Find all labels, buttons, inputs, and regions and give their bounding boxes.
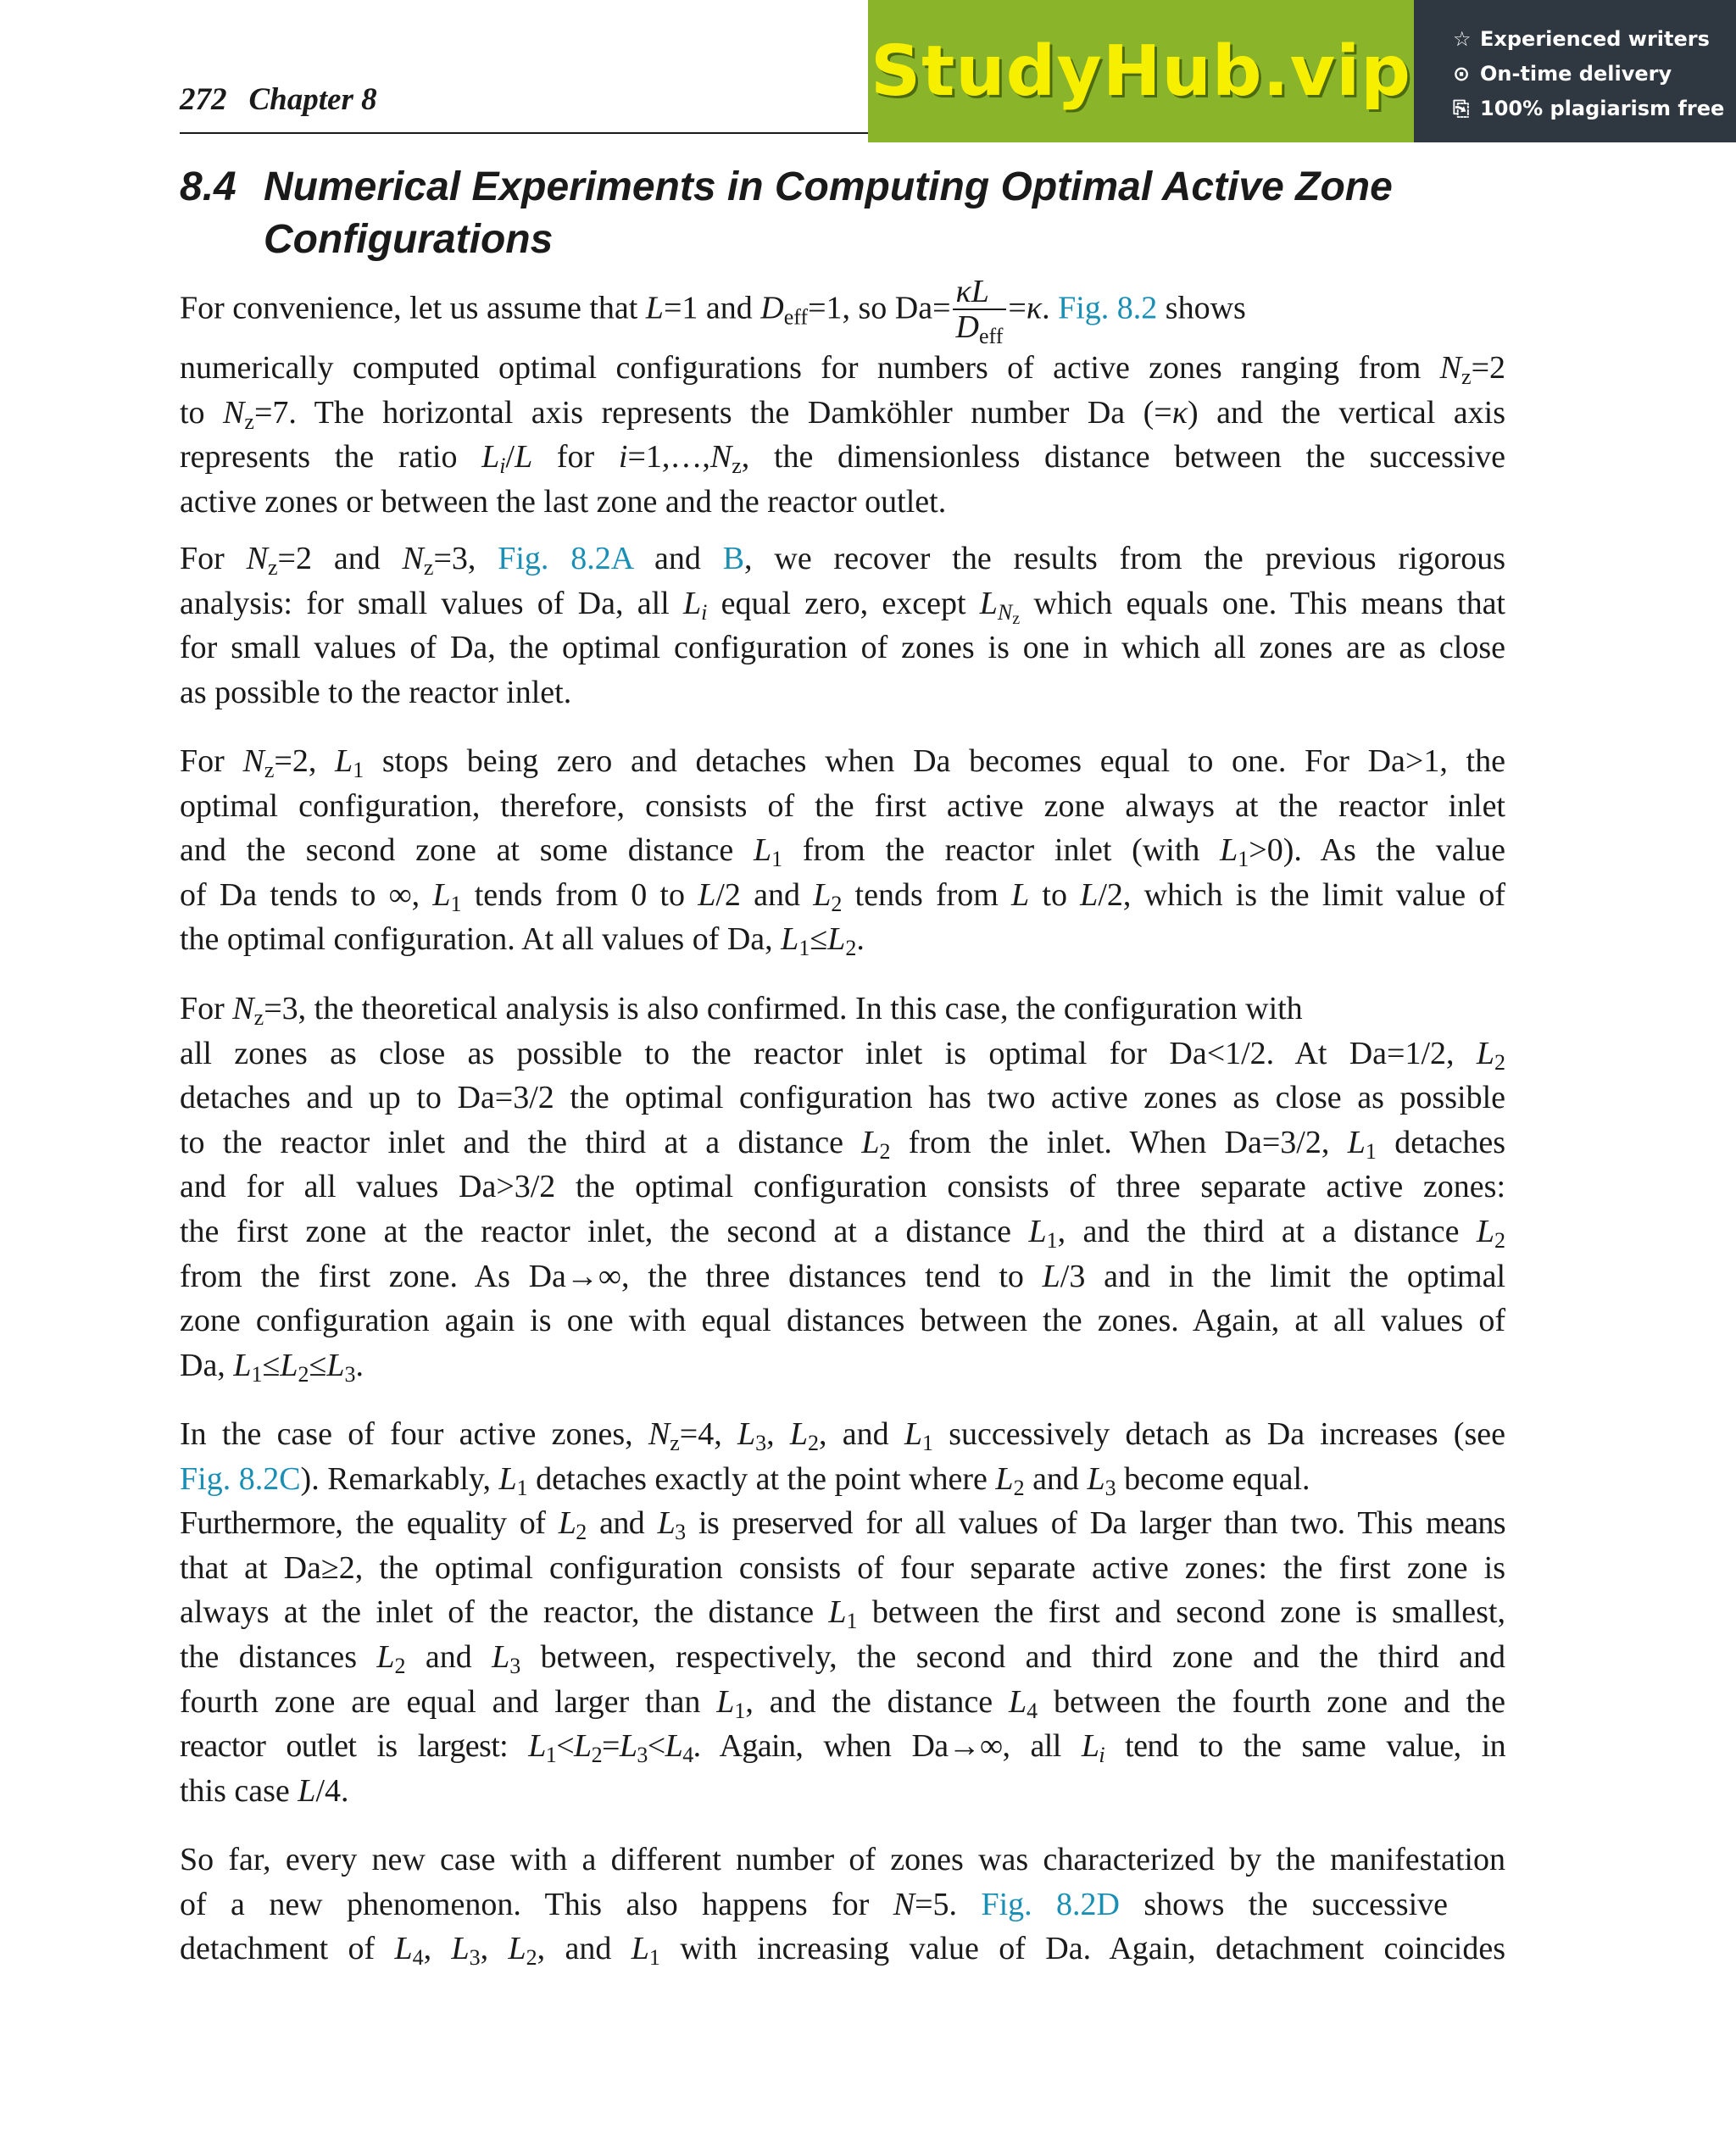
text-line: analysis: for small values of Da, all $L_i$ equal zero, except $L_{N_z}$ which equals one. This means that <box>180 585 1505 628</box>
text-line: For $N_z=3$, the theoretical analysis is also confirmed. In this case, the configuration with <box>180 991 1303 1030</box>
text-line: and for all values Da>3/2 the optimal configuration consists of three separate active zones: <box>180 1169 1505 1205</box>
figure-link-8-2a[interactable]: Fig. 8.2A <box>498 541 633 576</box>
text-line: of a new phenomenon. This also happens for N=5. Fig. 8.2D shows the successive <box>180 1886 1449 1922</box>
text-line: as possible to the reactor inlet. <box>180 674 572 710</box>
text-line: So far, every new case with a different number of zones was characterized by the manifestation <box>180 1842 1505 1877</box>
text-line: numerically computed optimal configurations for numbers of active zones ranging from $N_z=2$ <box>180 350 1505 389</box>
text-line: optimal configuration, therefore, consists of the first active zone always at the reactor inlet <box>180 787 1505 824</box>
banner-feature: ⊙ On-time delivery <box>1453 57 1733 92</box>
section-title-line-2: Configurations <box>264 217 554 262</box>
star-icon: ☆ <box>1453 27 1472 51</box>
text-line: fourth zone are equal and larger than $L_1$, and the distance $L_4$ between the fourth zone and the <box>180 1683 1505 1723</box>
figure-link-8-2[interactable]: Fig. 8.2 <box>1058 290 1158 326</box>
text-line: detachment of $L_4$, $L_3$, $L_2$, and $L_1$ with increasing value of Da. Again, detachment coincides <box>180 1931 1506 1971</box>
banner-feature: ☆ Experienced writers <box>1453 22 1733 57</box>
text-line: and the second zone at some distance $L_1$ from the reactor inlet (with $L_1>0$). As the value <box>180 832 1505 872</box>
text-line: detaches and up to Da=3/2 the optimal configuration has two active zones as close as possible <box>180 1080 1505 1116</box>
text-line: For $N_z=2$, $L_1$ stops being zero and detaches when Da becomes equal to one. For Da>1, the <box>180 743 1505 782</box>
text-line: the optimal configuration. At all values of Da, $L_1\le L_2$. <box>180 921 865 961</box>
page-number: 272 <box>180 82 227 117</box>
text-line: the first zone at the reactor inlet, the second at a distance $L_1$, and the third at a distance $L_2$ <box>180 1213 1505 1253</box>
figure-link-8-2c[interactable]: Fig. 8.2C <box>180 1460 301 1497</box>
text-line: this case L/4. <box>180 1772 349 1809</box>
figure-link-8-2d[interactable]: Fig. 8.2D <box>981 1886 1120 1922</box>
text-line: from the first zone. As Da→∞, the three distances tend to L/3 and in the limit the optimal <box>180 1258 1506 1294</box>
section-title-line-1: Numerical Experiments in Computing Optimal Active Zone <box>264 164 1393 209</box>
text-line: For convenience, let us assume that L=1 and $D_{eff}=1$, so Da= $\frac{\kappa L}{D_{eff}}$ =κ. Fig. 8.2 shows <box>180 274 1246 348</box>
brand-name: StudyHub.vip <box>871 31 1411 112</box>
text-line: Da, $L_1\le L_2\le L_3$. <box>180 1347 364 1387</box>
text-line: active zones or between the last zone and the reactor outlet. <box>180 483 947 520</box>
text-line: the distances $L_2$ and $L_3$ between, respectively, the second and third zone and the third and <box>180 1638 1505 1678</box>
clock-icon: ⊙ <box>1453 62 1471 86</box>
text-line: Fig. 8.2C). Remarkably, $L_1$ detaches exactly at the point where $L_2$ and $L_3$ become equal. <box>180 1460 1310 1500</box>
paragraph-5 <box>180 1412 1505 1813</box>
banner-feature-list <box>1453 22 1733 126</box>
text-line: In the case of four active zones, $N_z=4$, $L_3$, $L_2$, and $L_1$ successively detach as Da increases (see <box>180 1416 1505 1455</box>
text-line: always at the inlet of the reactor, the distance $L_1$ between the first and second zone is smallest, <box>180 1594 1505 1634</box>
text-line: of Da tends to ∞, $L_1$ tends from 0 to L/2 and $L_2$ tends from L to L/2, which is the limit value of <box>180 876 1505 916</box>
text-line: all zones as close as possible to the reactor inlet is optimal for Da<1/2. At Da=1/2, $L_2$ <box>180 1035 1505 1075</box>
paragraph-4 <box>180 987 1505 1387</box>
fraction-kappa-l-over-deff: $\frac{\kappa L}{D_{eff}}$ <box>953 275 1007 344</box>
paragraph-2 <box>180 537 1505 715</box>
studyhub-banner[interactable] <box>868 0 1736 142</box>
text-line: zone configuration again is one with equal distances between the zones. Again, at all values of <box>180 1303 1505 1339</box>
figure-link-8-2b[interactable]: B <box>722 541 745 576</box>
section-heading <box>180 161 1705 266</box>
document-icon: ⎘ <box>1453 97 1470 120</box>
paragraph-1 <box>180 276 1505 524</box>
text-line: to $N_z=7$. The horizontal axis represents the Damköhler number Da (=κ) and the vertical axis <box>180 394 1505 434</box>
text-line: represents the ratio $L_i/L$ for $i=1,\dots,N_z$, the dimensionless distance between the successive <box>180 439 1505 479</box>
running-header <box>180 81 377 118</box>
paragraph-6 <box>180 1838 1505 1971</box>
text-line: For $N_z=2$ and $N_z=3$, Fig. 8.2A and B, we recover the results from the previous rigorous <box>180 541 1505 580</box>
section-number: 8.4 <box>180 164 236 209</box>
banner-feature: ⎘ 100% plagiarism free <box>1453 92 1733 126</box>
text-line: that at Da≥2, the optimal configuration consists of four separate active zones: the first zone is <box>180 1549 1505 1586</box>
paragraph-3 <box>180 739 1505 962</box>
studyhub-logo[interactable] <box>868 0 1414 142</box>
text-line: for small values of Da, the optimal configuration of zones is one in which all zones are as close <box>180 630 1505 666</box>
text-line: reactor outlet is largest: $L_1<L_2=L_3<L_4$. Again, when Da→∞, all $L_i$ tend to the same value, in <box>180 1728 1506 1768</box>
chapter-label: Chapter 8 <box>248 82 377 117</box>
text-line: Furthermore, the equality of $L_2$ and $L_3$ is preserved for all values of Da larger than two. This means <box>180 1505 1505 1545</box>
text-line: to the reactor inlet and the third at a distance $L_2$ from the inlet. When Da=3/2, $L_1$ detaches <box>180 1124 1506 1164</box>
